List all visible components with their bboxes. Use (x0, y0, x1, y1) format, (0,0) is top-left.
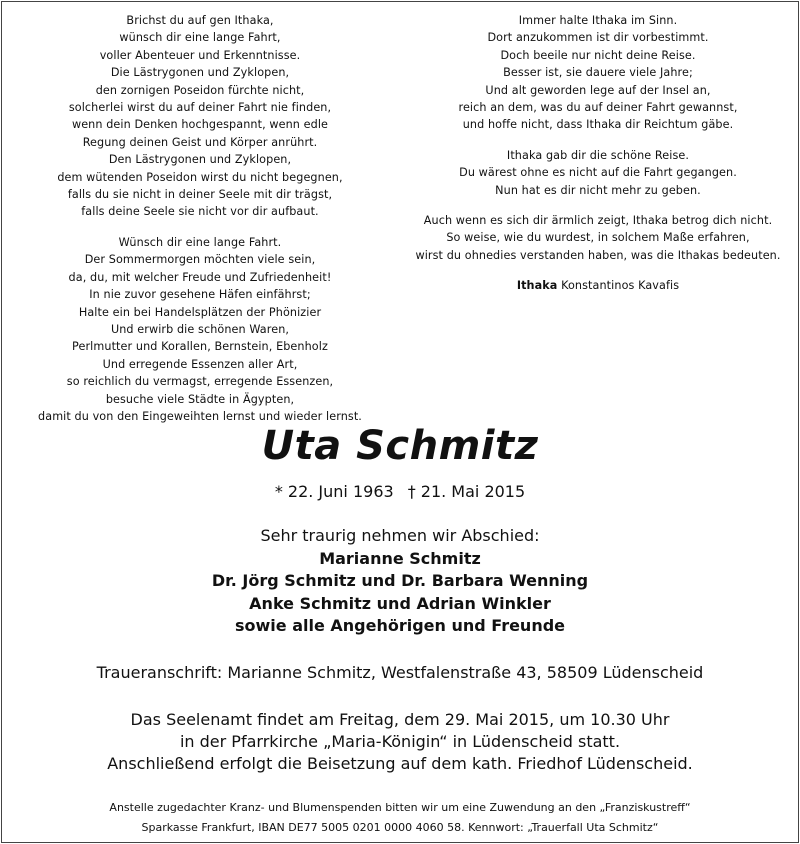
mourner-name: Marianne Schmitz (319, 548, 481, 568)
mourners-block (0, 525, 800, 638)
poem-line: Perlmutter und Korallen, Bernstein, Ebenholz (72, 340, 328, 354)
poem-line: den zornigen Poseidon fürchte nicht, (95, 83, 305, 97)
poem-line: besuche viele Städte in Ägypten, (105, 392, 295, 406)
poem-line: Den Lästrygonen und Zyklopen, (108, 153, 292, 167)
service-line: Das Seelenamt findet am Freitag, dem 29. Mai 2015, um 10.30 Uhr (130, 710, 670, 729)
service-line: Anschließend erfolgt die Beisetzung auf dem kath. Friedhof Lüdenscheid. (107, 754, 693, 773)
donation-line: Anstelle zugedachter Kranz- und Blumenspenden bitten wir um eine Zuwendung an den „Franziskustreff“ (109, 801, 691, 814)
poem-line: Ithaka gab dir die schöne Reise. (506, 148, 690, 162)
poem-line: solcherlei wirst du auf deiner Fahrt nie finden, (68, 101, 332, 115)
mourners-lead: Sehr traurig nehmen wir Abschied: (260, 526, 540, 545)
poem-line: so reichlich du vermagst, erregende Essenzen, (66, 375, 334, 389)
mourner-name: Anke Schmitz und Adrian Winkler (249, 593, 551, 613)
poem-line: damit du von den Eingeweihten lernst und wieder lernst. (38, 409, 362, 423)
poem-line: Und erregende Essenzen aller Art, (102, 357, 298, 371)
poem-line: wenn dein Denken hochgespannt, wenn edle (71, 118, 329, 132)
mourner-name: Dr. Jörg Schmitz und Dr. Barbara Wenning (211, 571, 589, 590)
poem-line: wirst du ohnedies verstanden haben, was die Ithakas bedeuten. (415, 248, 781, 262)
poem-line: falls du sie nicht in deiner Seele mit dir trägst, (67, 188, 333, 202)
poem-line: Dort anzukommen ist dir vorbestimmt. (487, 31, 709, 45)
poem-line: wünsch dir eine lange Fahrt, (119, 31, 281, 45)
poem-line: Auch wenn es sich dir ärmlich zeigt, Ithaka betrog dich nicht. (423, 214, 773, 228)
birth-date: * 22. Juni 1963 (274, 482, 394, 501)
service-info (0, 709, 800, 775)
service-line: in der Pfarrkirche „Maria-Königin“ in Lüdenscheid statt. (179, 732, 621, 751)
poem-line: und hoffe nicht, dass Ithaka dir Reichtum gäbe. (462, 118, 734, 132)
poem-line: Die Lästrygonen und Zyklopen, (110, 66, 290, 80)
poem-line: dem wütenden Poseidon wirst du nicht begegnen, (57, 170, 343, 184)
poem-credit (404, 277, 792, 294)
poem-line: da, du, mit welcher Freude und Zufriedenheit! (68, 270, 332, 284)
poem-stanza (404, 12, 792, 134)
poem-line: Der Sommermorgen möchten viele sein, (84, 253, 316, 267)
poem-left-column (8, 12, 392, 438)
poem-line: In nie zuvor gesehene Häfen einfährst; (89, 288, 311, 302)
poem-line: So weise, wie du wurdest, in solchem Maße erfahren, (446, 231, 750, 245)
poem-line: Du wärest ohne es nicht auf die Fahrt gegangen. (459, 166, 737, 180)
poem-line: Besser ist, sie dauere viele Jahre; (503, 66, 693, 80)
deceased-name: Uta Schmitz (261, 423, 539, 469)
poem-line: Doch beeile nur nicht deine Reise. (500, 48, 696, 62)
poem-line: Nun hat es dir nicht mehr zu geben. (495, 183, 701, 197)
poem-stanza (404, 212, 792, 264)
poem-line: Immer halte Ithaka im Sinn. (518, 14, 678, 27)
mourning-address: Traueranschrift: Marianne Schmitz, Westfalenstraße 43, 58509 Lüdenscheid (96, 663, 704, 682)
poem-line: voller Abenteuer und Erkenntnisse. (99, 48, 301, 62)
donation-note (0, 798, 800, 838)
poem-line: Und alt geworden lege auf der Insel an, (485, 83, 711, 97)
poem-line: Halte ein bei Handelsplätzen der Phönizier (78, 305, 322, 319)
poem-stanza (404, 147, 792, 199)
life-dates (0, 481, 800, 503)
mourner-name: sowie alle Angehörigen und Freunde (234, 616, 566, 635)
poem-line: Brichst du auf gen Ithaka, (126, 14, 274, 27)
death-date: † 21. Mai 2015 (407, 482, 526, 501)
poem-line: reich an dem, was du auf deiner Fahrt gewannst, (458, 101, 738, 115)
poem-right-column (404, 12, 792, 295)
poem-stanza (8, 12, 392, 221)
poem-line: Wünsch dir eine lange Fahrt. (118, 235, 282, 249)
donation-line: Sparkasse Frankfurt, IBAN DE77 5005 0201 0000 4060 58. Kennwort: „Trauerfall Uta Schmitz“ (141, 821, 659, 834)
poem-stanza (8, 234, 392, 425)
poem-line: Und erwirb die schönen Waren, (110, 322, 290, 336)
poem-credit-author: Konstantinos Kavafis (561, 279, 680, 293)
poem-credit-title: Ithaka (516, 279, 558, 293)
poem-line: Regung deinen Geist und Körper anrührt. (82, 135, 318, 149)
poem-line: falls deine Seele sie nicht vor dir aufbaut. (81, 205, 319, 219)
